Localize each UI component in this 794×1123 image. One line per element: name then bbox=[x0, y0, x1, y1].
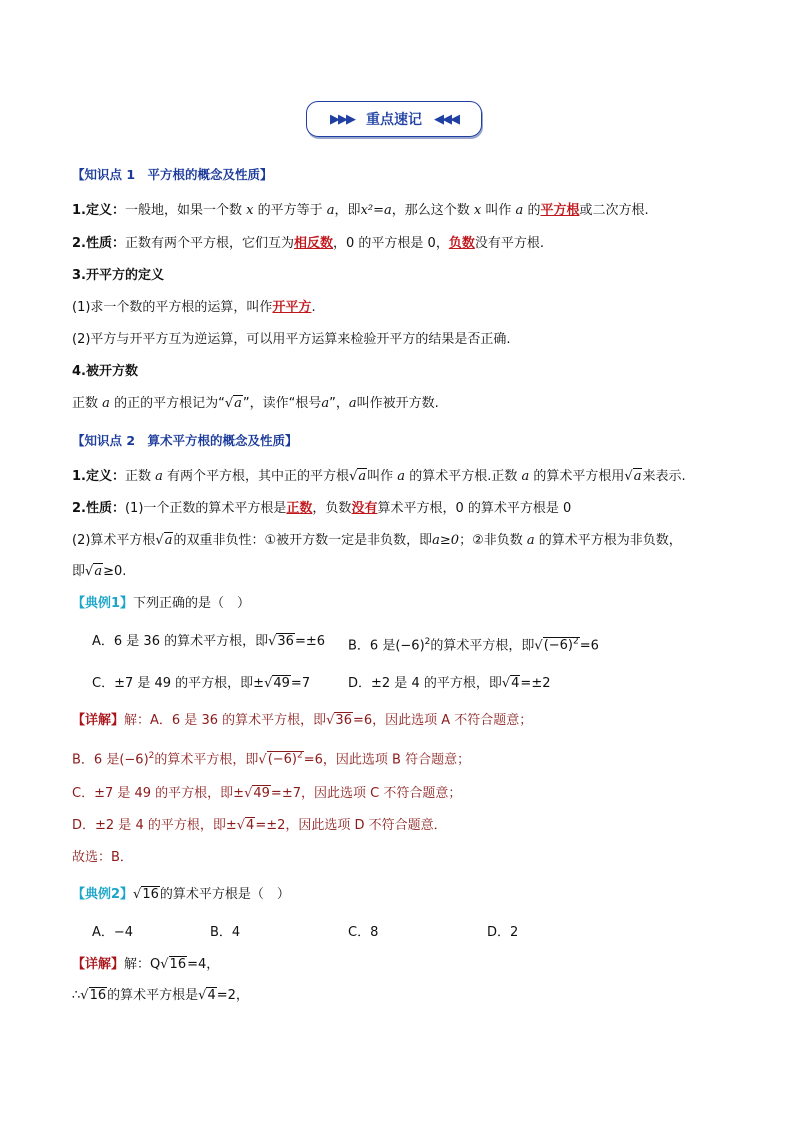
kp2-nonneg: (2)算术平方根√a的双重非负性：①被开方数一定是非负数，即a≥0；②非负数 a 的算术平方根为非负数， bbox=[72, 533, 682, 548]
example2-option-b: B．4 bbox=[210, 925, 241, 940]
highlight-extraction: 开平方 bbox=[272, 300, 312, 315]
example1-detail-2: B．6 是$(-6)^2$的算术平方根，即$√(-6)^2=6$，因此选项 B 符合题意； bbox=[72, 751, 471, 768]
kp1-heading: 【知识点 1 平方根的概念及性质】 bbox=[72, 167, 273, 182]
example1-detail-1: 【详解】解：A．6 是 36 的算术平方根，即√36=6，因此选项 A 不符合题意； bbox=[72, 713, 533, 728]
kp1-sqrt-op-1: (1)求一个数的平方根的运算，叫作开平方. bbox=[72, 300, 316, 315]
kp1-radicand-title: 4.被开方数 bbox=[72, 364, 138, 379]
kp2-heading: 【知识点 2 算术平方根的概念及性质】 bbox=[72, 433, 298, 448]
highlight-none: 没有 bbox=[351, 501, 378, 516]
highlight-negative: 负数 bbox=[448, 236, 475, 251]
highlight-positive: 正数 bbox=[286, 501, 313, 516]
example2-question: 【典例2】√16的算术平方根是（ ） bbox=[72, 887, 290, 902]
right-arrows-icon: ▶▶▶ bbox=[330, 111, 354, 127]
example1-option-a: A．6 是 36 的算术平方根，即√36=±6 bbox=[92, 634, 326, 649]
kp1-sqrt-op-title: 3.开平方的定义 bbox=[72, 268, 164, 283]
highlight-square-root: 平方根 bbox=[540, 203, 580, 218]
kp1-property: 2.性质：正数有两个平方根，它们互为相反数，0 的平方根是 0，负数没有平方根. bbox=[72, 236, 544, 251]
example1-option-c: C．±7 是 49 的平方根，即±√49=7 bbox=[92, 676, 311, 691]
example1-answer: 故选：B． bbox=[72, 850, 133, 865]
kp2-definition: 1.定义：正数 a 有两个平方根，其中正的平方根√a叫作 a 的算术平方根.正数 a 的算术平方根用√a来表示. bbox=[72, 469, 686, 484]
example2-option-c: C．8 bbox=[348, 925, 379, 940]
example1-detail-tag: 【详解】 bbox=[72, 713, 125, 728]
kp2-property: 2.性质：(1)一个正数的算术平方根是正数，负数没有算术平方根，0 的算术平方根是 0 bbox=[72, 501, 572, 516]
left-arrows-icon: ◀◀◀ bbox=[434, 111, 458, 127]
example1-tag: 【典例1】 bbox=[72, 596, 134, 611]
example2-option-a: A．−4 bbox=[92, 925, 134, 940]
example2-detail-tag: 【详解】 bbox=[72, 957, 125, 972]
example2-detail-2: ∴√16的算术平方根是√4=2， bbox=[72, 988, 249, 1003]
example2-option-d: D．2 bbox=[487, 925, 519, 940]
example1-option-d: D．±2 是 4 的平方根，即√4=±2 bbox=[348, 676, 551, 691]
example1-option-b: B．6 是$(-6)^2$的算术平方根，即$√(-6)^2=6$ bbox=[348, 637, 599, 654]
section-banner bbox=[306, 101, 482, 137]
kp1-definition: 1.定义：一般地，如果一个数 x 的平方等于 a，即x²=a，那么这个数 x 叫作 a 的平方根或二次方根. bbox=[72, 203, 649, 218]
example1-question: 【典例1】下列正确的是（ ） bbox=[72, 596, 251, 611]
highlight-opposite: 相反数 bbox=[294, 236, 334, 251]
banner-title: 重点速记 bbox=[366, 112, 422, 128]
kp2-nonneg-cont: 即√a≥0. bbox=[72, 564, 127, 579]
example1-detail-4: D．±2 是 4 的平方根，即±√4=±2，因此选项 D 不符合题意． bbox=[72, 818, 447, 833]
example2-tag: 【典例2】 bbox=[72, 887, 134, 902]
kp1-sqrt-op-2: (2)平方与开平方互为逆运算，可以用平方运算来检验开平方的结果是否正确. bbox=[72, 332, 511, 347]
example2-detail-1: 【详解】解：Q√16=4， bbox=[72, 957, 220, 972]
kp1-radicand-text: 正数 a 的正的平方根记为“√a”，读作“根号a”，a叫作被开方数. bbox=[72, 396, 439, 411]
example1-detail-3: C．±7 是 49 的平方根，即±√49=±7，因此选项 C 不符合题意； bbox=[72, 786, 462, 801]
